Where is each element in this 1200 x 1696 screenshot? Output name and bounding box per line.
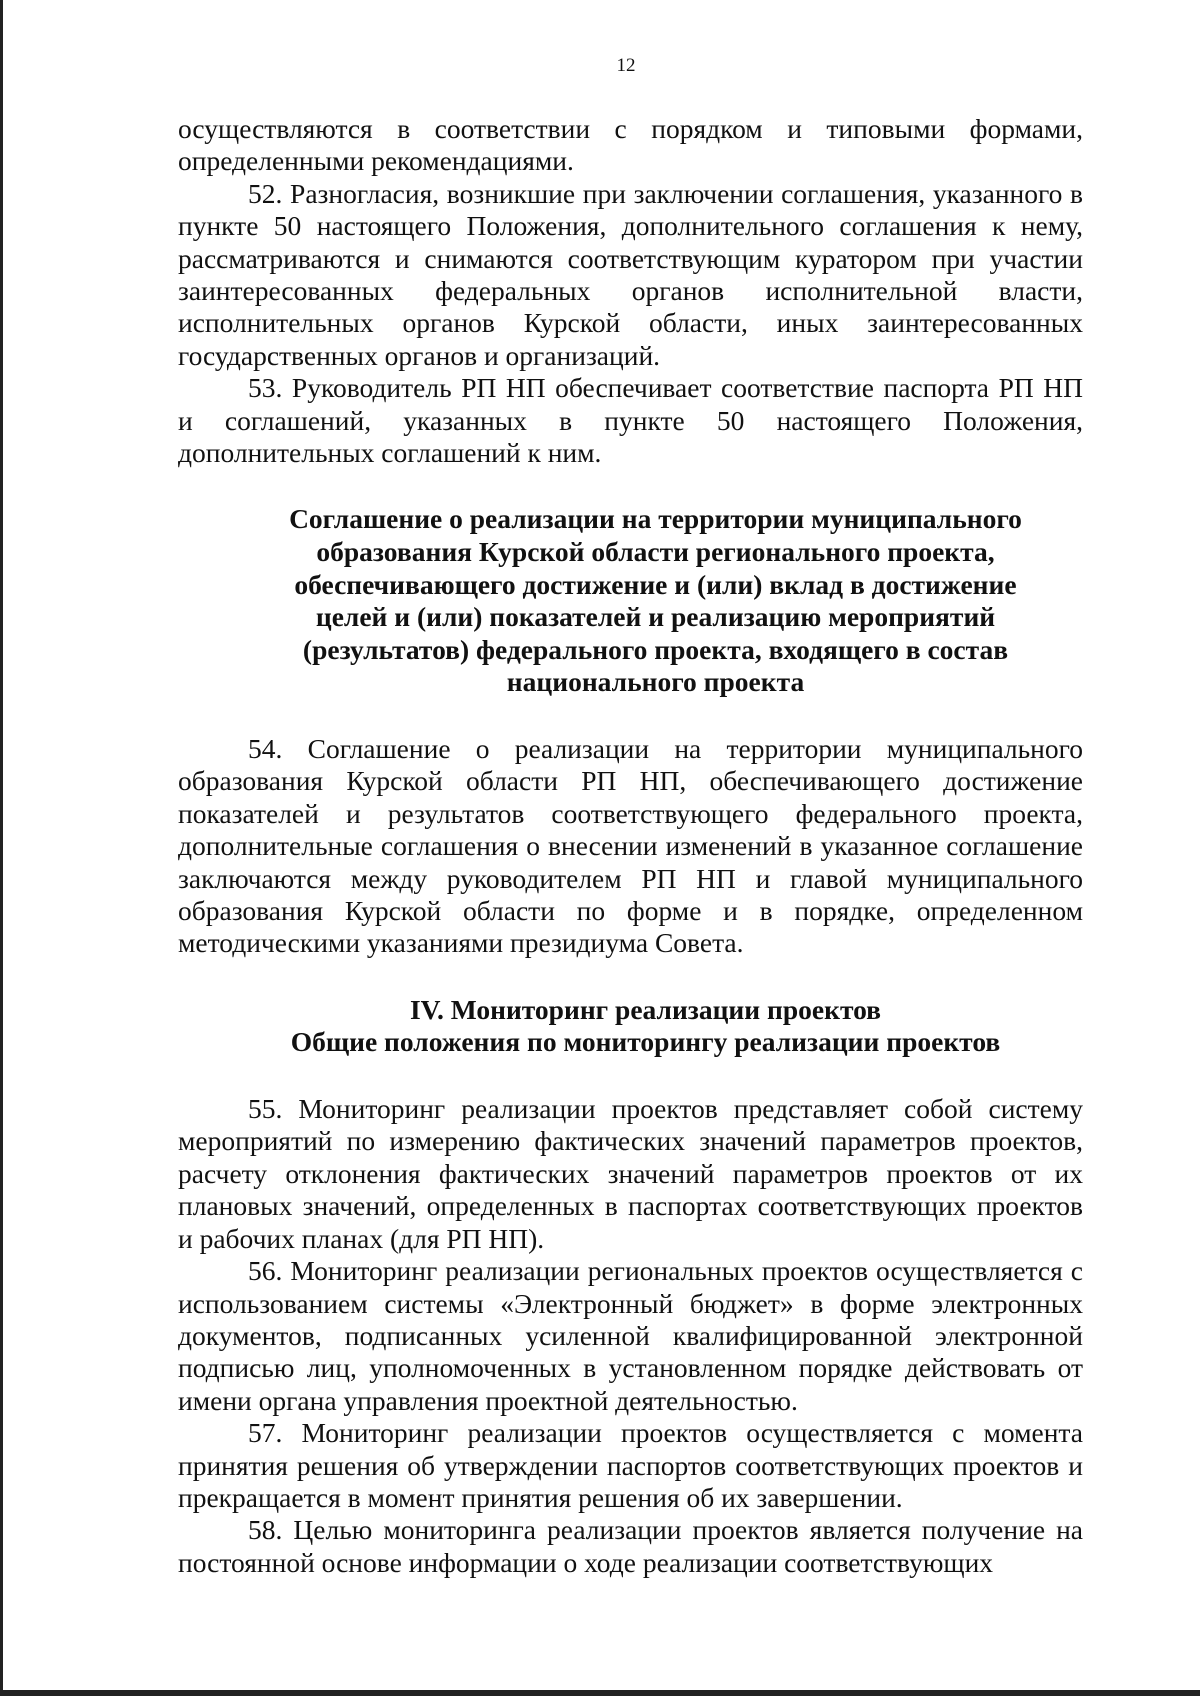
scan-edge-bottom	[0, 1690, 1200, 1696]
section-heading-block	[178, 994, 1083, 1059]
scan-edge-left	[0, 0, 3, 1696]
paragraph-52: 52. Разногласия, возникшие при заключении соглашения, указанного в пункте 50 настоящего Положения, дополнительного соглашения к нему, рассматриваются и снимаются соответствующим куратором при участии заинтересованных федеральных органов исполнительной власти, исполнительных органов Курской области, иных заинтересованных государственных органов и организаций.	[178, 177, 1083, 371]
paragraph-58: 58. Целью мониторинга реализации проектов является получение на постоянной основе информации о ходе реализации соответствующих	[178, 1514, 1083, 1578]
paragraph-53: 53. Руководитель РП НП обеспечивает соответствие паспорта РП НП и соглашений, указанных в пункте 50 настоящего Положения, дополнительных соглашений к ним.	[178, 372, 1083, 469]
section-title: IV. Мониторинг реализации проектов	[409, 993, 882, 1025]
paragraph-57: 57. Мониторинг реализации проектов осуществляется с момента принятия решения об утверждении паспортов соответствующих проектов и прекращается в момент принятия решения об их завершении.	[178, 1417, 1083, 1513]
document-body	[178, 113, 1083, 1579]
agreement-heading-block	[178, 503, 1083, 699]
agreement-heading: Соглашение о реализации на территории муниципального образования Курской области регионального проекта, обеспечивающего достижение и (или) вклад в достижение целей и (или) показателей и реализацию мероприятий (результатов) федерального проекта, входящего в состав национального проекта	[289, 503, 1022, 698]
paragraph-continuation: осуществляются в соответствии с порядком и типовыми формами, определенными рекомендациями.	[178, 113, 1083, 177]
paragraph-55: 55. Мониторинг реализации проектов представляет собой систему мероприятий по измерению фактических значений параметров проектов, расчету отклонения фактических значений параметров проектов от их плановых значений, определенных в паспортах соответствующих проектов и рабочих планах (для РП НП).	[178, 1093, 1083, 1254]
paragraph-54: 54. Соглашение о реализации на территории муниципального образования Курской области РП НП, обеспечивающего достижение показателей и результатов соответствующего федерального проекта, дополнительные соглашения о внесении изменений в указанное соглашение заключаются между руководителем РП НП и главой муниципального образования Курской области по форме и в порядке, определенном методическими указаниями президиума Совета.	[178, 733, 1083, 959]
section-subtitle: Общие положения по мониторингу реализации проектов	[290, 1026, 1001, 1058]
paragraph-56: 56. Мониторинг реализации региональных проектов осуществляется с использованием системы «Электронный бюджет» в форме электронных документов, подписанных усиленной квалифицированной электронной подписью лиц, уполномоченных в установленном порядке действовать от имени органа управления проектной деятельностью.	[178, 1255, 1083, 1416]
page-number: 12	[616, 55, 636, 76]
